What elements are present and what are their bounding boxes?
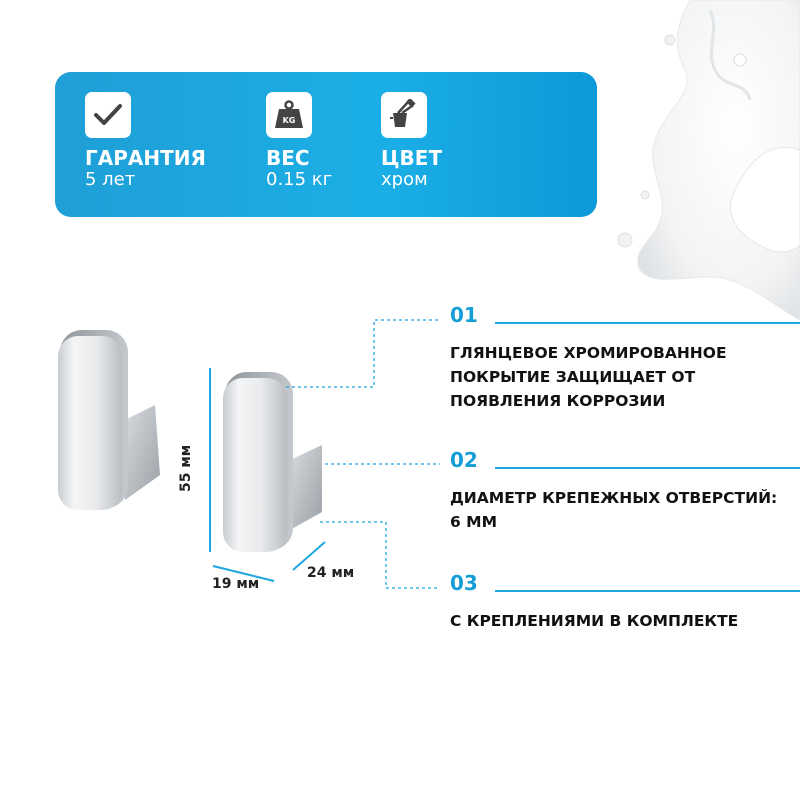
feature-02 [450,448,785,534]
feature-03-rule [495,590,800,592]
spec-weight [266,92,332,191]
checkmark-icon [85,92,131,138]
feature-01 [450,303,785,413]
dimension-width-label: 19 мм [212,576,260,592]
feature-03 [450,571,785,633]
feature-02-rule [495,467,800,469]
weight-icon [266,92,312,138]
feature-03-number: 03 [450,571,478,595]
feature-02-number: 02 [450,448,478,472]
milk-splash-image [570,0,800,330]
specs-banner [55,72,597,217]
spec-warranty-value: 5 лет [85,169,136,190]
paint-bucket-icon [381,92,427,138]
spec-color [381,92,442,191]
spec-weight-label: ВЕС [266,146,310,170]
feature-03-text: С КРЕПЛЕНИЯМИ В КОМПЛЕКТЕ [450,612,739,630]
spec-weight-value: 0.15 кг [266,169,333,190]
weight-icon-text: KG [282,116,296,125]
hook-left [58,330,160,510]
feature-01-text: ГЛЯНЦЕВОЕ ХРОМИРОВАННОЕ ПОКРЫТИЕ ЗАЩИЩАЕТ ОТ ПОЯВЛЕНИЯ КОРРОЗИИ [450,344,727,410]
leader-line-01 [286,320,440,387]
spec-warranty-label: ГАРАНТИЯ [85,146,206,170]
dimension-height-label: 55 мм [178,444,194,492]
feature-02-text: ДИАМЕТР КРЕПЕЖНЫХ ОТВЕРСТИЙ: 6 ММ [450,489,778,531]
feature-01-rule [495,322,800,324]
spec-warranty [85,92,206,191]
dimension-depth-label: 24 мм [307,565,355,581]
spec-color-value: хром [381,169,428,190]
feature-01-number: 01 [450,303,478,327]
spec-color-label: ЦВЕТ [381,146,443,170]
hook-right [223,372,322,552]
